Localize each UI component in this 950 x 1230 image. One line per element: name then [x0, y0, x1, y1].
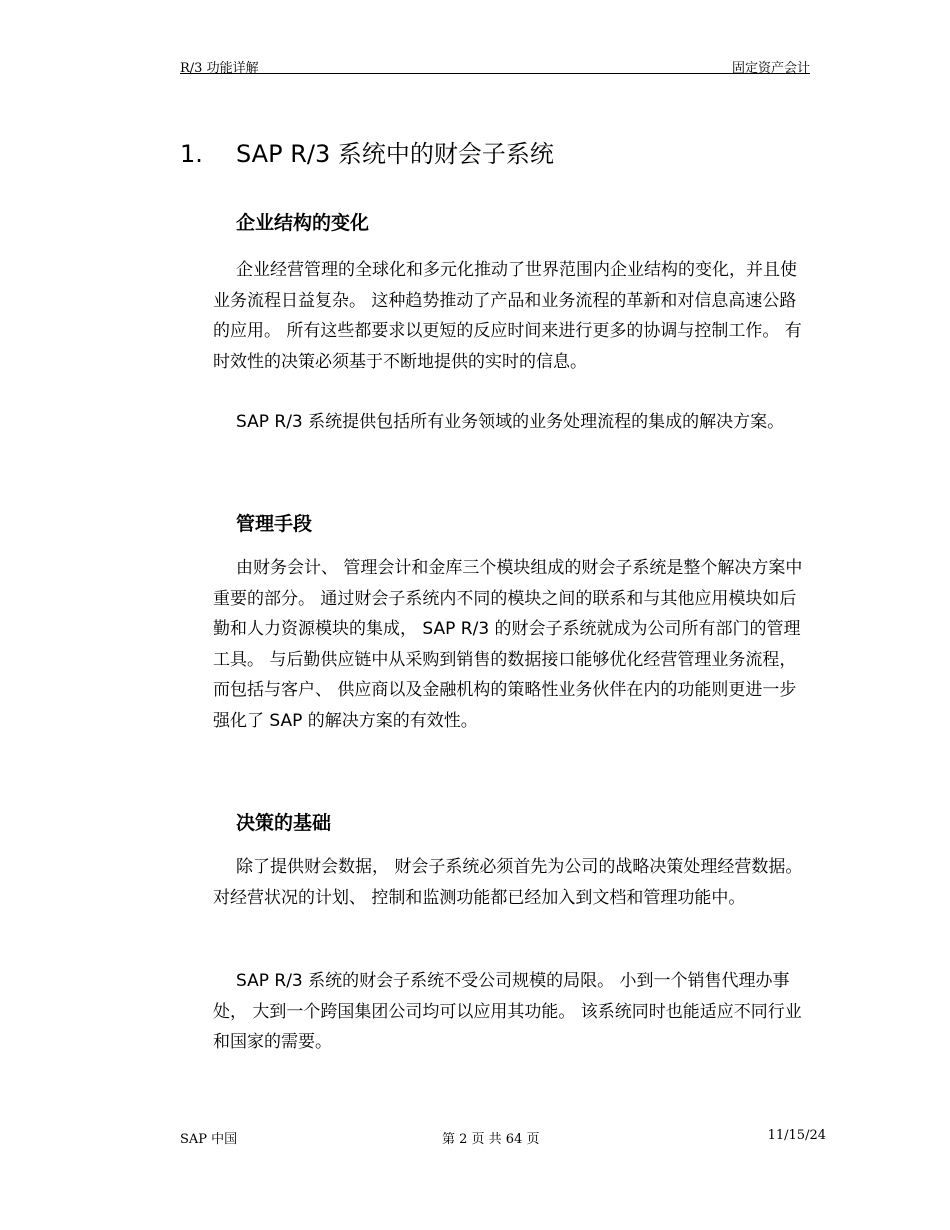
paragraph-3-1: 除了提供财会数据， 财会子系统必须首先为公司的战略决策处理经营数据。 对经营状况的计划、 控制和监测功能都已经加入到文档和管理功能中。	[213, 857, 803, 908]
subsection-heading-2: 管理手段	[236, 513, 313, 535]
section-heading	[180, 134, 554, 169]
paragraph-2-1: 由财务会计、 管理会计和金库三个模块组成的财会子系统是整个解决方案中重要的部分。 通过财会子系统内不同的模块之间的联系和与其他应用模块如后勤和人力资源模块的集成， SAP R/3 的财会子系统就成为公司所有部门的管理工具。 与后勤供应链中从采购到销售的数据接口能够优化经营管理业务流程， 而包括与客户、 供应商以及金融机构的策略性业务伙伴在内的功能则更进一步强化了 SAP 的解决方案的有效性。	[213, 558, 803, 731]
section-number: 1.	[180, 140, 203, 168]
header-left: R/3 功能详解	[180, 61, 259, 76]
subsection-heading-3: 决策的基础	[236, 812, 332, 834]
footer-left: SAP 中国	[180, 1132, 238, 1147]
paragraph-3-2: SAP R/3 系统的财会子系统不受公司规模的局限。 小到一个销售代理办事处， 大到一个跨国集团公司均可以应用其功能。 该系统同时也能适应不同行业和国家的需要。	[213, 971, 802, 1053]
section-title: SAP R/3 系统中的财会子系统	[236, 140, 554, 168]
paragraph-1-1: 企业经营管理的全球化和多元化推动了世界范围内企业结构的变化，并且使业务流程日益复杂。 这种趋势推动了产品和业务流程的革新和对信息高速公路的应用。 所有这些都要求以更短的反应时间来进行更多的协调与控制工作。 有时效性的决策必须基于不断地提供的实时的信息。	[213, 260, 802, 372]
page-number: 第 2 页 共 64 页	[442, 1132, 540, 1147]
header-right: 固定资产会计	[731, 61, 810, 76]
header-rule	[180, 73, 810, 74]
paragraph-1-2: SAP R/3 系统提供包括所有业务领域的业务处理流程的集成的解决方案。	[236, 412, 785, 432]
footer-date: 11/15/24	[767, 1128, 826, 1143]
subsection-heading-1: 企业结构的变化	[236, 212, 370, 234]
